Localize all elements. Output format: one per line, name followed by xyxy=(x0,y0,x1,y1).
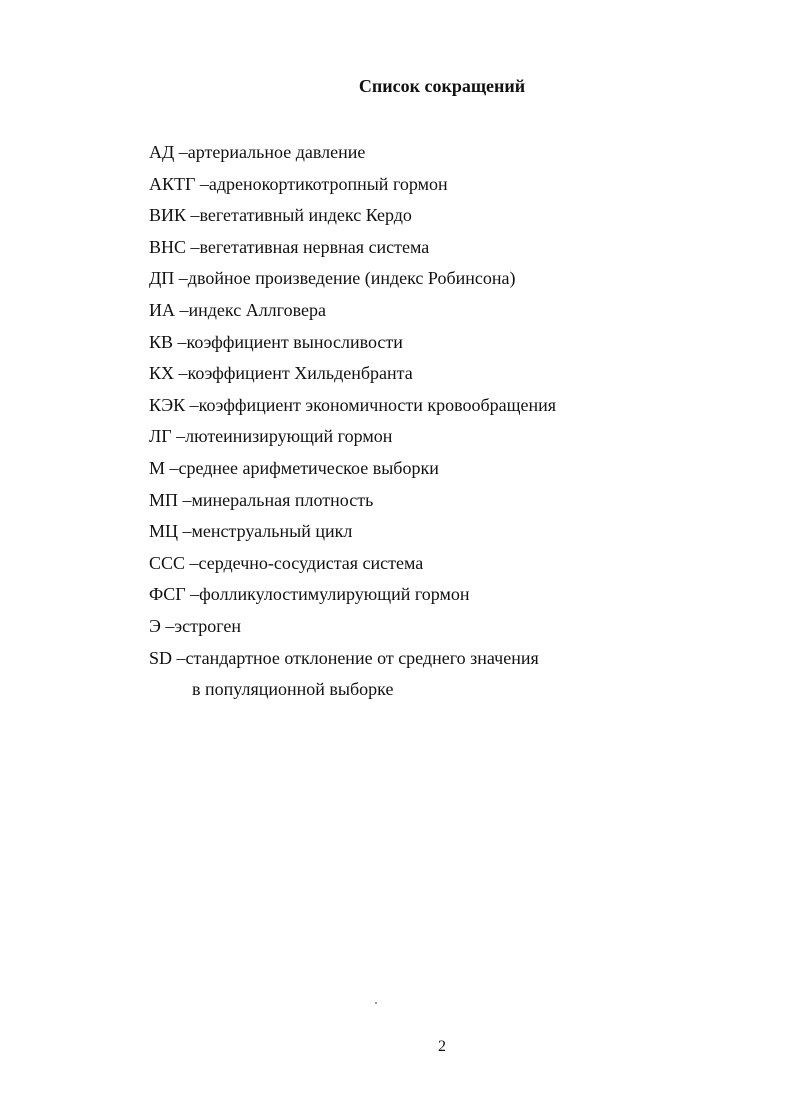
abbreviation-definition: лютеинизирующий гормон xyxy=(185,426,393,447)
abbreviation-definition: коэффициент выносливости xyxy=(186,331,403,352)
abbreviation-continuation: в популяционной выборке xyxy=(192,679,394,700)
abbreviation-item xyxy=(149,551,556,583)
abbreviation-item xyxy=(149,646,556,678)
abbreviation-definition: двойное произведение (индекс Робинсона) xyxy=(187,268,516,289)
abbreviation-term: ИА xyxy=(149,299,175,320)
abbreviation-definition: стандартное отклонение от среднего значения xyxy=(185,647,539,668)
dash-separator xyxy=(186,237,200,257)
abbreviation-term: ФСГ xyxy=(149,584,186,605)
scan-speck xyxy=(375,1002,377,1004)
abbreviation-term: КХ xyxy=(149,363,175,384)
abbreviation-term: ВНС xyxy=(149,236,187,257)
abbreviation-item xyxy=(149,393,556,425)
abbreviation-term: КЭК xyxy=(149,394,186,415)
dash-separator xyxy=(165,458,179,478)
abbreviation-definition: коэффициент Хильденбранта xyxy=(187,363,413,384)
dash-separator xyxy=(174,142,188,162)
abbreviation-definition: вегетативный индекс Кердо xyxy=(199,205,412,226)
abbreviation-term: КВ xyxy=(149,331,174,352)
dash-separator xyxy=(186,205,200,225)
abbreviation-term: ССС xyxy=(149,552,186,573)
abbreviation-definition: среднее арифметическое выборки xyxy=(178,457,439,478)
abbreviation-term: МЦ xyxy=(149,521,179,542)
dash-separator xyxy=(172,648,186,668)
abbreviation-term: АКТГ xyxy=(149,173,196,194)
abbreviation-item xyxy=(149,266,556,298)
abbreviation-item xyxy=(149,235,556,267)
abbreviation-definition: сердечно-сосудистая система xyxy=(198,552,424,573)
dash-separator xyxy=(185,395,199,415)
abbreviation-term: ВИК xyxy=(149,205,187,226)
abbreviation-item xyxy=(149,298,556,330)
abbreviation-item xyxy=(149,424,556,456)
page-title: Список сокращений xyxy=(358,76,526,96)
abbreviation-item xyxy=(149,361,556,393)
abbreviation-term: Э xyxy=(149,615,161,636)
abbreviation-definition: коэффициент экономичности кровообращения xyxy=(198,394,557,415)
page-number: 2 xyxy=(438,1038,446,1055)
abbreviation-definition: фолликулостимулирующий гормон xyxy=(199,584,470,605)
abbreviation-item xyxy=(149,140,556,172)
abbreviation-definition: индекс Аллговера xyxy=(188,299,326,320)
abbreviation-item xyxy=(149,172,556,204)
abbreviation-term: АД xyxy=(149,142,175,162)
dash-separator xyxy=(178,521,192,541)
abbreviation-item xyxy=(149,488,556,520)
dash-separator xyxy=(172,426,186,446)
abbreviation-list xyxy=(149,140,556,709)
dash-separator xyxy=(185,553,199,573)
dash-separator xyxy=(186,584,200,604)
abbreviation-definition: вегетативная нервная система xyxy=(199,236,430,257)
abbreviation-item xyxy=(149,203,556,235)
dash-separator xyxy=(195,174,209,194)
abbreviation-term: ЛГ xyxy=(149,426,172,447)
abbreviation-item xyxy=(149,519,556,551)
abbreviation-definition: эстроген xyxy=(174,615,241,636)
abbreviation-item xyxy=(149,582,556,614)
abbreviation-term: М xyxy=(149,457,166,478)
dash-separator xyxy=(175,300,189,320)
dash-separator xyxy=(174,268,188,288)
abbreviation-definition: артериальное давление xyxy=(187,142,366,162)
abbreviation-term: SD xyxy=(149,647,173,668)
abbreviation-item xyxy=(149,456,556,488)
dash-separator xyxy=(173,332,187,352)
abbreviation-term: МП xyxy=(149,489,179,510)
abbreviation-term: ДП xyxy=(149,268,175,289)
abbreviation-definition: менструальный цикл xyxy=(191,521,353,542)
abbreviation-definition: адренокортикотропный гормон xyxy=(208,173,448,194)
dash-separator xyxy=(161,616,175,636)
abbreviation-definition: минеральная плотность xyxy=(191,489,374,510)
dash-separator xyxy=(174,363,188,383)
abbreviation-item xyxy=(149,614,556,646)
abbreviation-item xyxy=(149,330,556,362)
dash-separator xyxy=(178,490,192,510)
